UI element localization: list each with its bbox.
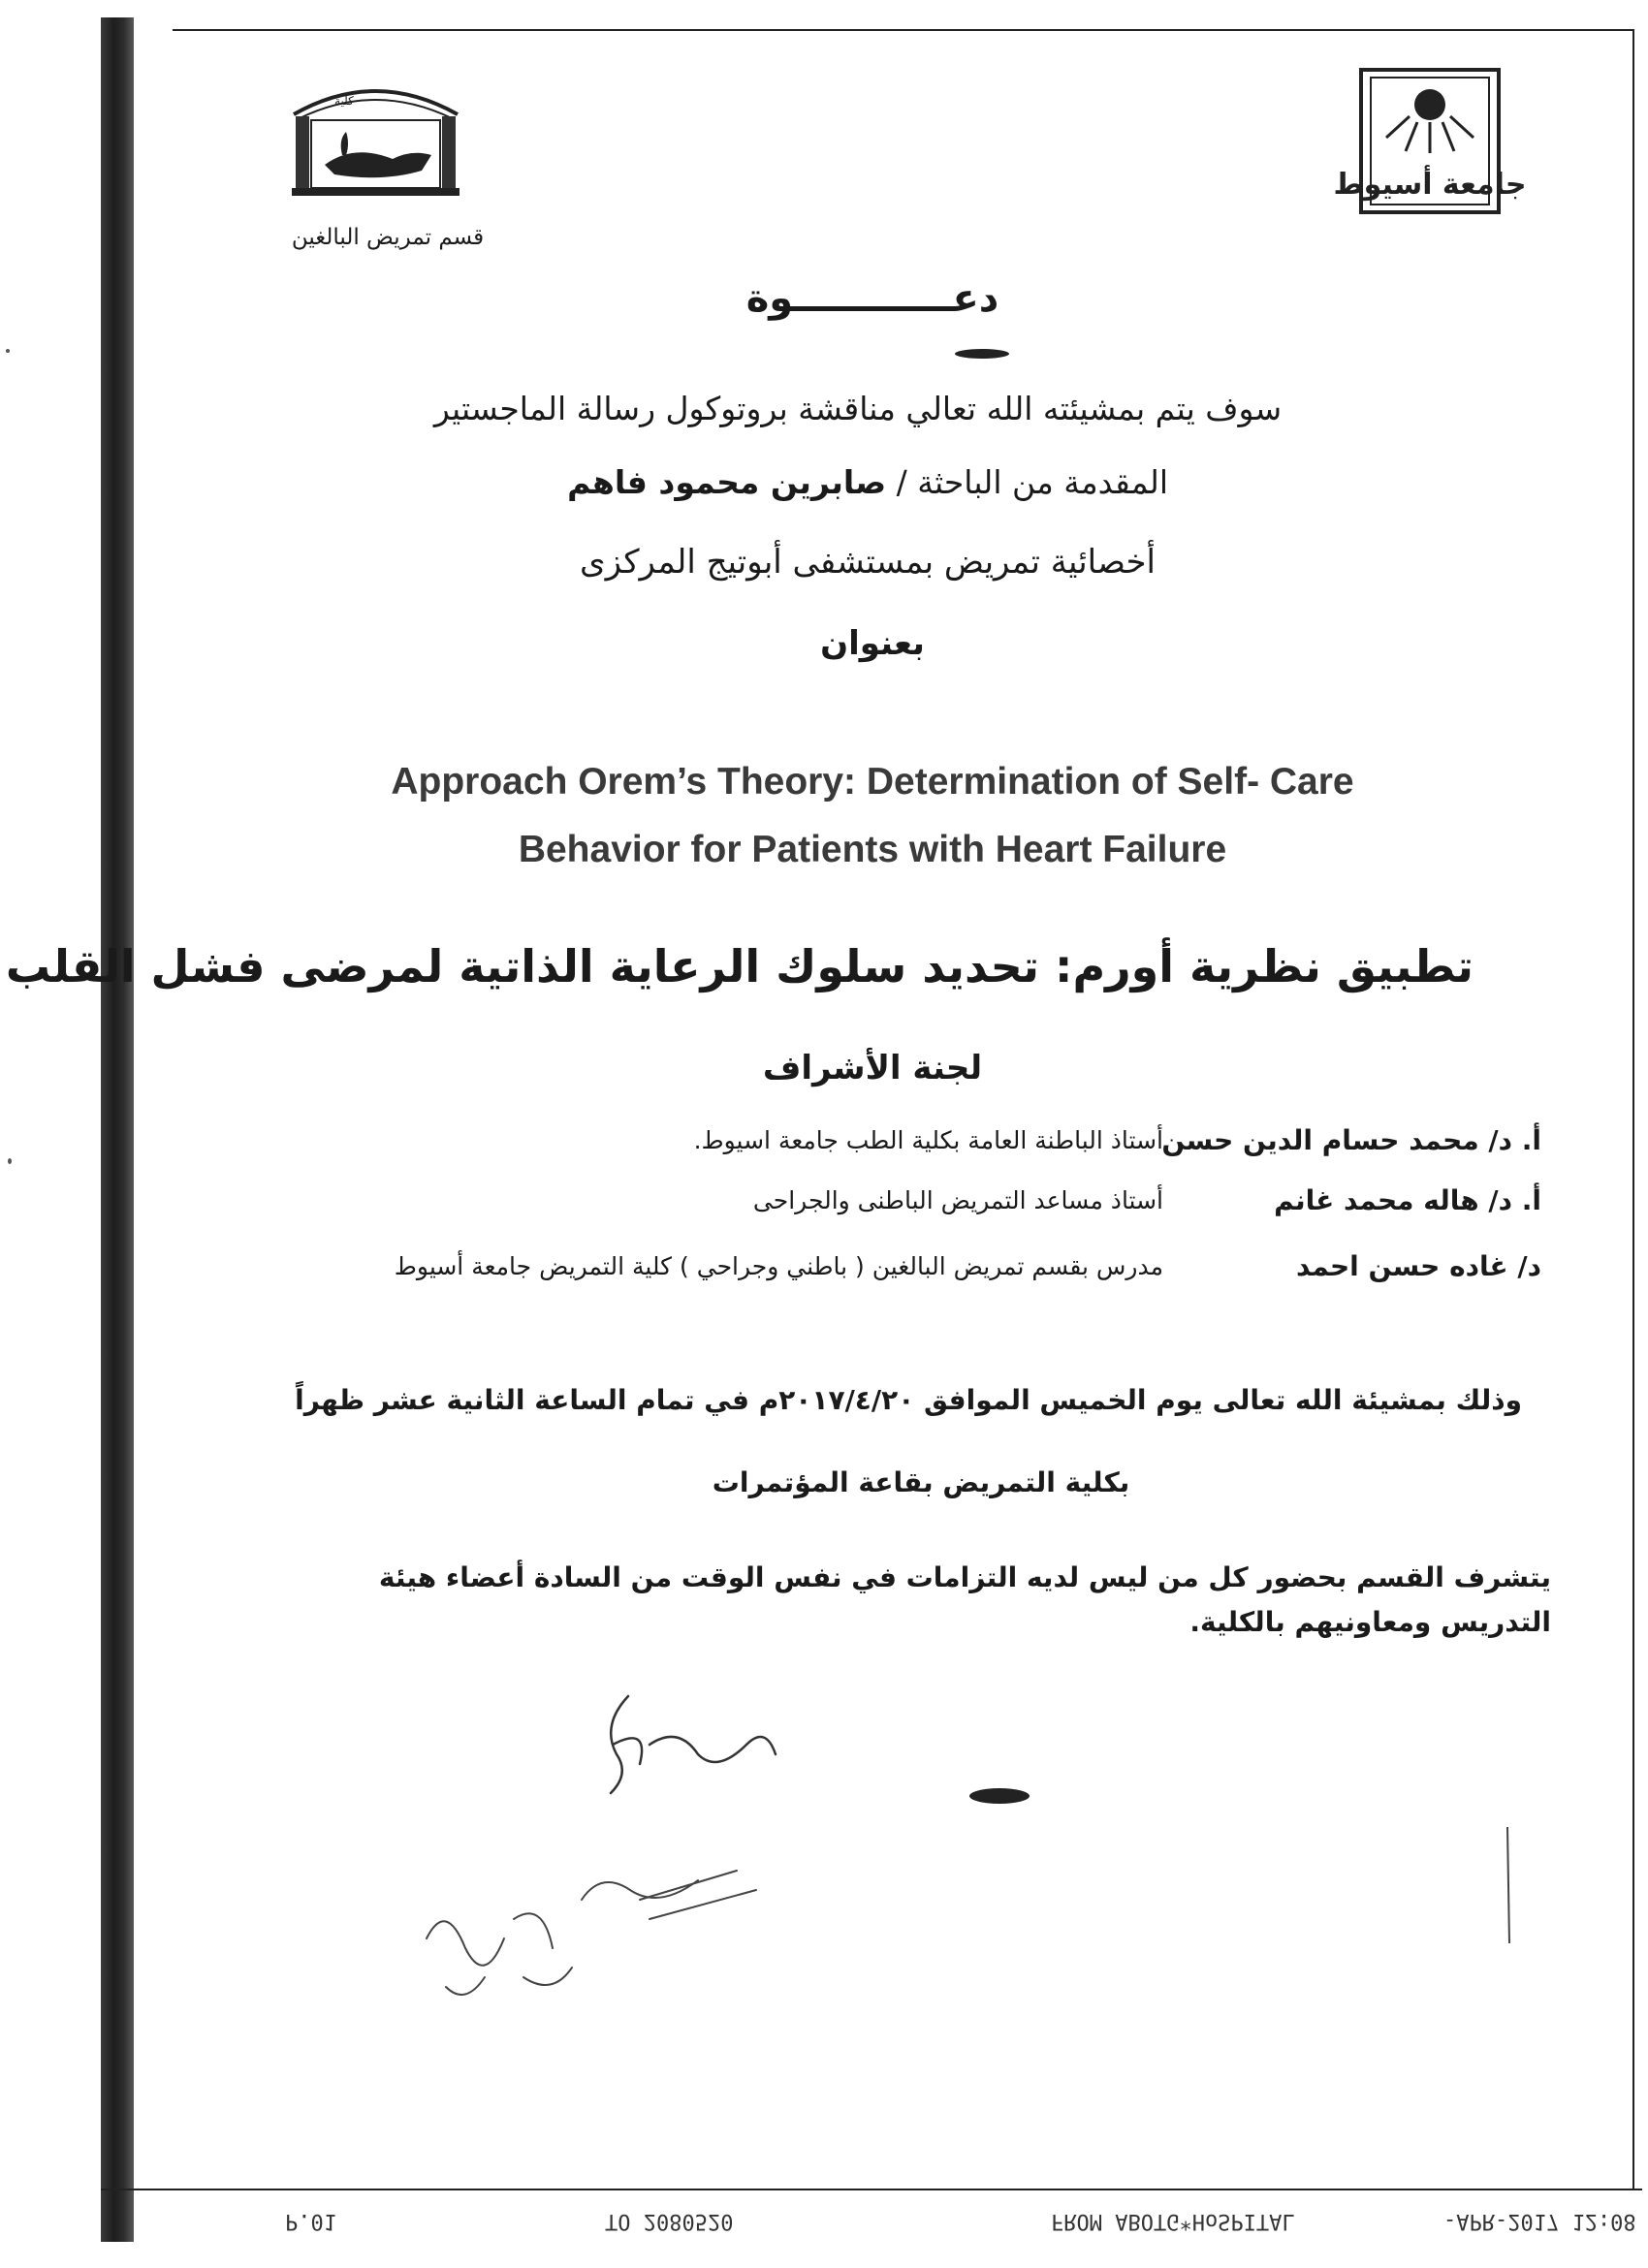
fax-to-number: TO 2080520 xyxy=(605,2209,734,2233)
researcher-position: أخصائية تمريض بمستشفى أبوتيج المركزى xyxy=(580,543,1156,582)
svg-text:جامعة أسيوط: جامعة أسيوط xyxy=(1333,168,1527,202)
researcher-name: صابرين محمود فاهم xyxy=(567,463,887,501)
signature-mark xyxy=(407,1861,776,2016)
member-name: أ. د/ هاله محمد غانم xyxy=(1274,1184,1541,1216)
fax-footer xyxy=(101,2200,1648,2239)
english-title-line-1: Approach Orem’s Theory: Determination of Self- Care xyxy=(391,761,1354,803)
member-name: أ. د/ محمد حسام الدين حسن xyxy=(1161,1124,1541,1156)
page-frame-right xyxy=(1632,29,1634,2190)
assiut-university-seal-icon xyxy=(1333,66,1527,216)
member-name: د/ غاده حسن احمد xyxy=(1296,1250,1541,1282)
english-title-line-2: Behavior for Patients with Heart Failure xyxy=(518,829,1227,870)
schedule-line-2: بكلية التمريض بقاعة المؤتمرات xyxy=(712,1466,1130,1498)
signature-mark xyxy=(582,1686,795,1822)
invitation-title: دعــــــــــــوة xyxy=(745,276,999,321)
committee-member xyxy=(291,1250,1541,1293)
fax-page-number: P.01 xyxy=(285,2209,336,2233)
committee-member xyxy=(291,1124,1541,1167)
scan-edge-bar xyxy=(101,17,134,2242)
member-title: أستاذ الباطنة العامة بكلية الطب جامعة اسيوط. xyxy=(693,1126,1163,1154)
page-frame-top xyxy=(173,29,1634,31)
closing-invitation-text: يتشرف القسم بحضور كل من ليس لديه التزامات في نفس الوقت من السادة أعضاء هيئة التدريس ومعاونيهم بالكلية. xyxy=(378,1561,1551,1638)
member-title: أستاذ مساعد التمريض الباطنى والجراحى xyxy=(752,1186,1163,1214)
nursing-lamp-emblem-icon xyxy=(286,76,465,202)
intro-line: سوف يتم بمشيئته الله تعالي مناقشة بروتوكول رسالة الماجستير xyxy=(433,390,1283,427)
fax-from-sender: FROM ABOTG*HoSPITAL xyxy=(1051,2209,1295,2233)
scan-line-mark xyxy=(1498,1827,1517,1943)
committee-member xyxy=(291,1184,1541,1227)
member-title: مدرس بقسم تمريض البالغين ( باطني وجراحي ) كلية التمريض جامعة أسيوط xyxy=(394,1252,1163,1280)
fax-date-time: -APR-2017 12:08 xyxy=(1443,2209,1636,2233)
scan-speck xyxy=(6,349,10,353)
presented-by-prefix: المقدمة من الباحثة / xyxy=(896,463,1168,501)
english-thesis-title xyxy=(242,748,1503,884)
scan-speck xyxy=(8,1158,12,1164)
titled-label: بعنوان xyxy=(820,624,925,663)
arabic-thesis-title: تطبيق نظرية أورم: تحديد سلوك الرعاية الذاتية لمرضى فشل القلب xyxy=(5,940,1474,992)
ink-smudge xyxy=(955,349,1009,359)
ink-smudge xyxy=(969,1788,1030,1804)
presented-by-line xyxy=(567,463,1168,501)
department-label: قسم تمريض البالغين xyxy=(291,225,485,250)
page-frame-bottom xyxy=(101,2189,1642,2190)
schedule-line-1: وذلك بمشيئة الله تعالى يوم الخميس الموافق ٢٠١٧/٤/٢٠م في تمام الساعة الثانية عشر ظهراً xyxy=(295,1384,1522,1416)
svg-text:كلية: كلية xyxy=(334,94,354,108)
committee-heading: لجنة الأشراف xyxy=(762,1049,983,1087)
